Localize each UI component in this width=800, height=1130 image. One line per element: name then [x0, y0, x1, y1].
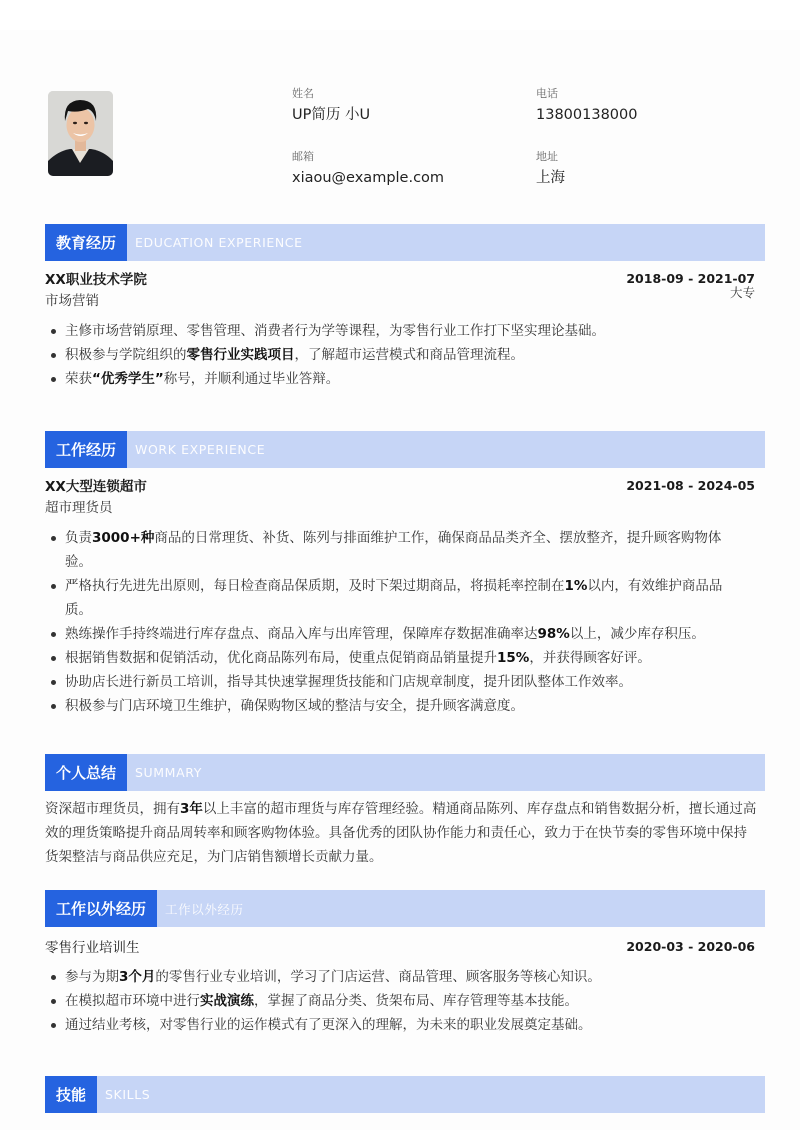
list-item: 主修市场营销原理、零售管理、消费者行为学等课程，为零售行业工作打下坚实理论基础。 [45, 319, 765, 343]
school-name: XX职业技术学院 [45, 272, 147, 288]
company-name: XX大型连锁超市 [45, 479, 147, 495]
address-field [536, 150, 565, 188]
list-item: 根据销售数据和促销活动，优化商品陈列布局，使重点促销商品销量提升15%，并获得顾客好评。 [45, 646, 765, 670]
work-date: 2021-08 - 2024-05 [626, 477, 755, 493]
education-title: 教育经历 [45, 224, 127, 261]
phone-value: 13800138000 [536, 107, 638, 123]
work-heading [45, 431, 765, 468]
list-item: 积极参与学院组织的零售行业实践项目，了解超市运营模式和商品管理流程。 [45, 343, 765, 367]
work-section [45, 431, 765, 718]
name-field [292, 87, 370, 125]
education-section [45, 224, 765, 391]
other-name: 零售行业培训生 [45, 940, 140, 956]
skills-section [45, 1076, 765, 1113]
avatar-photo-icon [48, 91, 113, 176]
list-item: 负责3000+种商品的日常理货、补货、陈列与排面维护工作，确保商品品类齐全、摆放整齐，提升顾客购物体验。 [45, 526, 765, 574]
address-value: 上海 [536, 170, 565, 186]
summary-title: 个人总结 [45, 754, 127, 791]
top-margin [0, 0, 800, 30]
name-label: 姓名 [292, 87, 314, 100]
list-item: 参与为期3个月的零售行业专业培训，学习了门店运营、商品管理、顾客服务等核心知识。 [45, 965, 765, 989]
other-date: 2020-03 - 2020-06 [626, 938, 755, 954]
list-item: 熟练操作手持终端进行库存盘点、商品入库与出库管理，保障库存数据准确率达98%以上，减少库存积压。 [45, 622, 765, 646]
position: 超市理货员 [45, 500, 113, 516]
list-item: 荣获“优秀学生”称号，并顺利通过毕业答辩。 [45, 367, 765, 391]
skills-title-en: SKILLS [105, 1087, 151, 1102]
work-title: 工作经历 [45, 431, 127, 468]
summary-text: 资深超市理货员，拥有3年以上丰富的超市理货与库存管理经验。精通商品陈列、库存盘点和销售数据分析，擅长通过高效的理货策略提升商品周转率和顾客购物体验。具备优秀的团队协作能力和责任心，致力于在快节奏的零售环境中保持货架整洁与商品供应充足，为门店销售额增长贡献力量。 [45, 801, 757, 865]
address-label: 地址 [536, 150, 558, 163]
summary-title-en: SUMMARY [135, 765, 202, 780]
education-date: 2018-09 - 2021-07 [626, 270, 755, 286]
list-item: 严格执行先进先出原则，每日检查商品保质期，及时下架过期商品，将损耗率控制在1%以内，有效维护商品品质。 [45, 574, 765, 622]
work-entry-header [45, 474, 765, 496]
email-label: 邮箱 [292, 150, 314, 163]
other-title: 工作以外经历 [45, 890, 157, 927]
education-bullets [45, 319, 765, 391]
major: 市场营销 [45, 293, 99, 309]
resume-page [0, 30, 800, 1130]
phone-field [536, 87, 637, 125]
work-bullets [45, 526, 765, 718]
work-title-en: WORK EXPERIENCE [135, 442, 266, 457]
summary-heading [45, 754, 765, 791]
education-title-en: EDUCATION EXPERIENCE [135, 235, 303, 250]
list-item: 协助店长进行新员工培训，指导其快速掌握理货技能和门店规章制度，提升团队整体工作效率。 [45, 670, 765, 694]
work-subline [45, 496, 765, 520]
other-title-en: 工作以外经历 [165, 901, 244, 917]
phone-label: 电话 [536, 87, 558, 100]
education-entry-header [45, 267, 765, 289]
other-heading [45, 890, 765, 927]
avatar [48, 91, 113, 176]
education-subline [45, 285, 765, 313]
other-experience-section [45, 890, 765, 1037]
skills-title: 技能 [45, 1076, 97, 1113]
other-bullets [45, 965, 765, 1037]
summary-section [45, 754, 765, 869]
other-entry-header [45, 935, 765, 957]
name-value: UP简历 小U [292, 107, 371, 123]
email-field [292, 150, 444, 188]
degree: 大专 [729, 285, 755, 300]
skills-heading [45, 1076, 765, 1113]
profile-header [0, 30, 800, 220]
list-item: 积极参与门店环境卫生维护，确保购物区域的整洁与安全，提升顾客满意度。 [45, 694, 765, 718]
list-item: 在模拟超市环境中进行实战演练，掌握了商品分类、货架布局、库存管理等基本技能。 [45, 989, 765, 1013]
email-value: xiaou@example.com [292, 170, 445, 186]
list-item: 通过结业考核，对零售行业的运作模式有了更深入的理解，为未来的职业发展奠定基础。 [45, 1013, 765, 1037]
education-heading [45, 224, 765, 261]
